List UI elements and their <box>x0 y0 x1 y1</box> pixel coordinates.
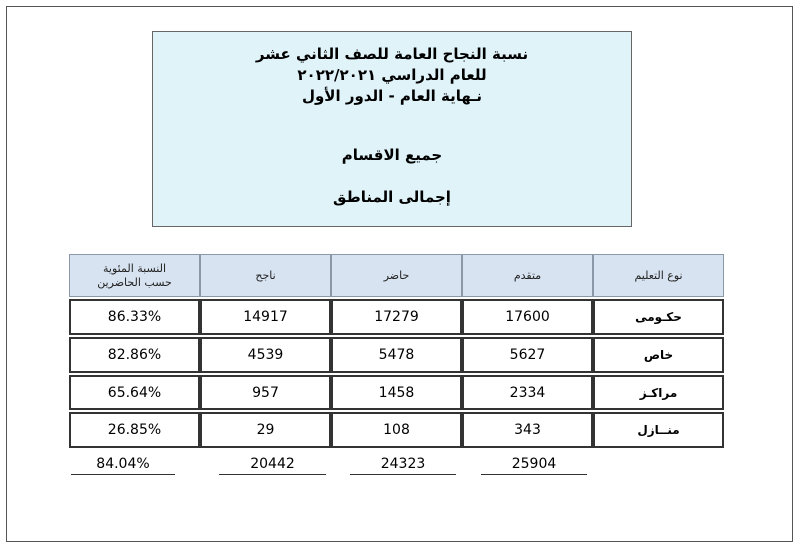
header-percent-line2: حسب الحاضرين <box>97 275 172 289</box>
header-percent <box>69 254 200 297</box>
row4-present: 108 <box>331 412 462 448</box>
total-applied: 25904 <box>481 454 587 475</box>
row1-passed: 14917 <box>200 299 331 335</box>
row1-percent: 86.33% <box>69 299 200 335</box>
row1-type: حكـومى <box>593 299 724 335</box>
header-percent-line1: النسبة المئوية <box>103 261 166 275</box>
row4-passed: 29 <box>200 412 331 448</box>
header-passed: ناجح <box>200 254 331 297</box>
row2-applied: 5627 <box>462 337 593 373</box>
row1-applied: 17600 <box>462 299 593 335</box>
title-box <box>152 31 632 227</box>
row3-present: 1458 <box>331 375 462 410</box>
row1-present: 17279 <box>331 299 462 335</box>
row3-type: مراكـز <box>593 375 724 410</box>
row3-applied: 2334 <box>462 375 593 410</box>
row4-type: منــازل <box>593 412 724 448</box>
header-type: نوع التعليم <box>593 254 724 297</box>
row2-percent: 82.86% <box>69 337 200 373</box>
title-line-4: جميع الاقسام <box>341 146 443 164</box>
row2-passed: 4539 <box>200 337 331 373</box>
total-present: 24323 <box>350 454 456 475</box>
row3-passed: 957 <box>200 375 331 410</box>
title-line-1: نسبة النجاح العامة للصف الثاني عشر <box>255 45 529 63</box>
title-line-2: للعام الدراسي ٢٠٢٢/٢٠٢١ <box>297 66 487 84</box>
total-percent: 84.04% <box>71 454 175 475</box>
row2-present: 5478 <box>331 337 462 373</box>
title-line-5: إجمالى المناطق <box>333 188 451 206</box>
row3-percent: 65.64% <box>69 375 200 410</box>
title-line-3: نـهاية العام - الدور الأول <box>301 87 483 105</box>
total-passed: 20442 <box>219 454 326 475</box>
header-present: حاضر <box>331 254 462 297</box>
row2-type: خاص <box>593 337 724 373</box>
row4-applied: 343 <box>462 412 593 448</box>
row4-percent: 26.85% <box>69 412 200 448</box>
header-applied: متقدم <box>462 254 593 297</box>
